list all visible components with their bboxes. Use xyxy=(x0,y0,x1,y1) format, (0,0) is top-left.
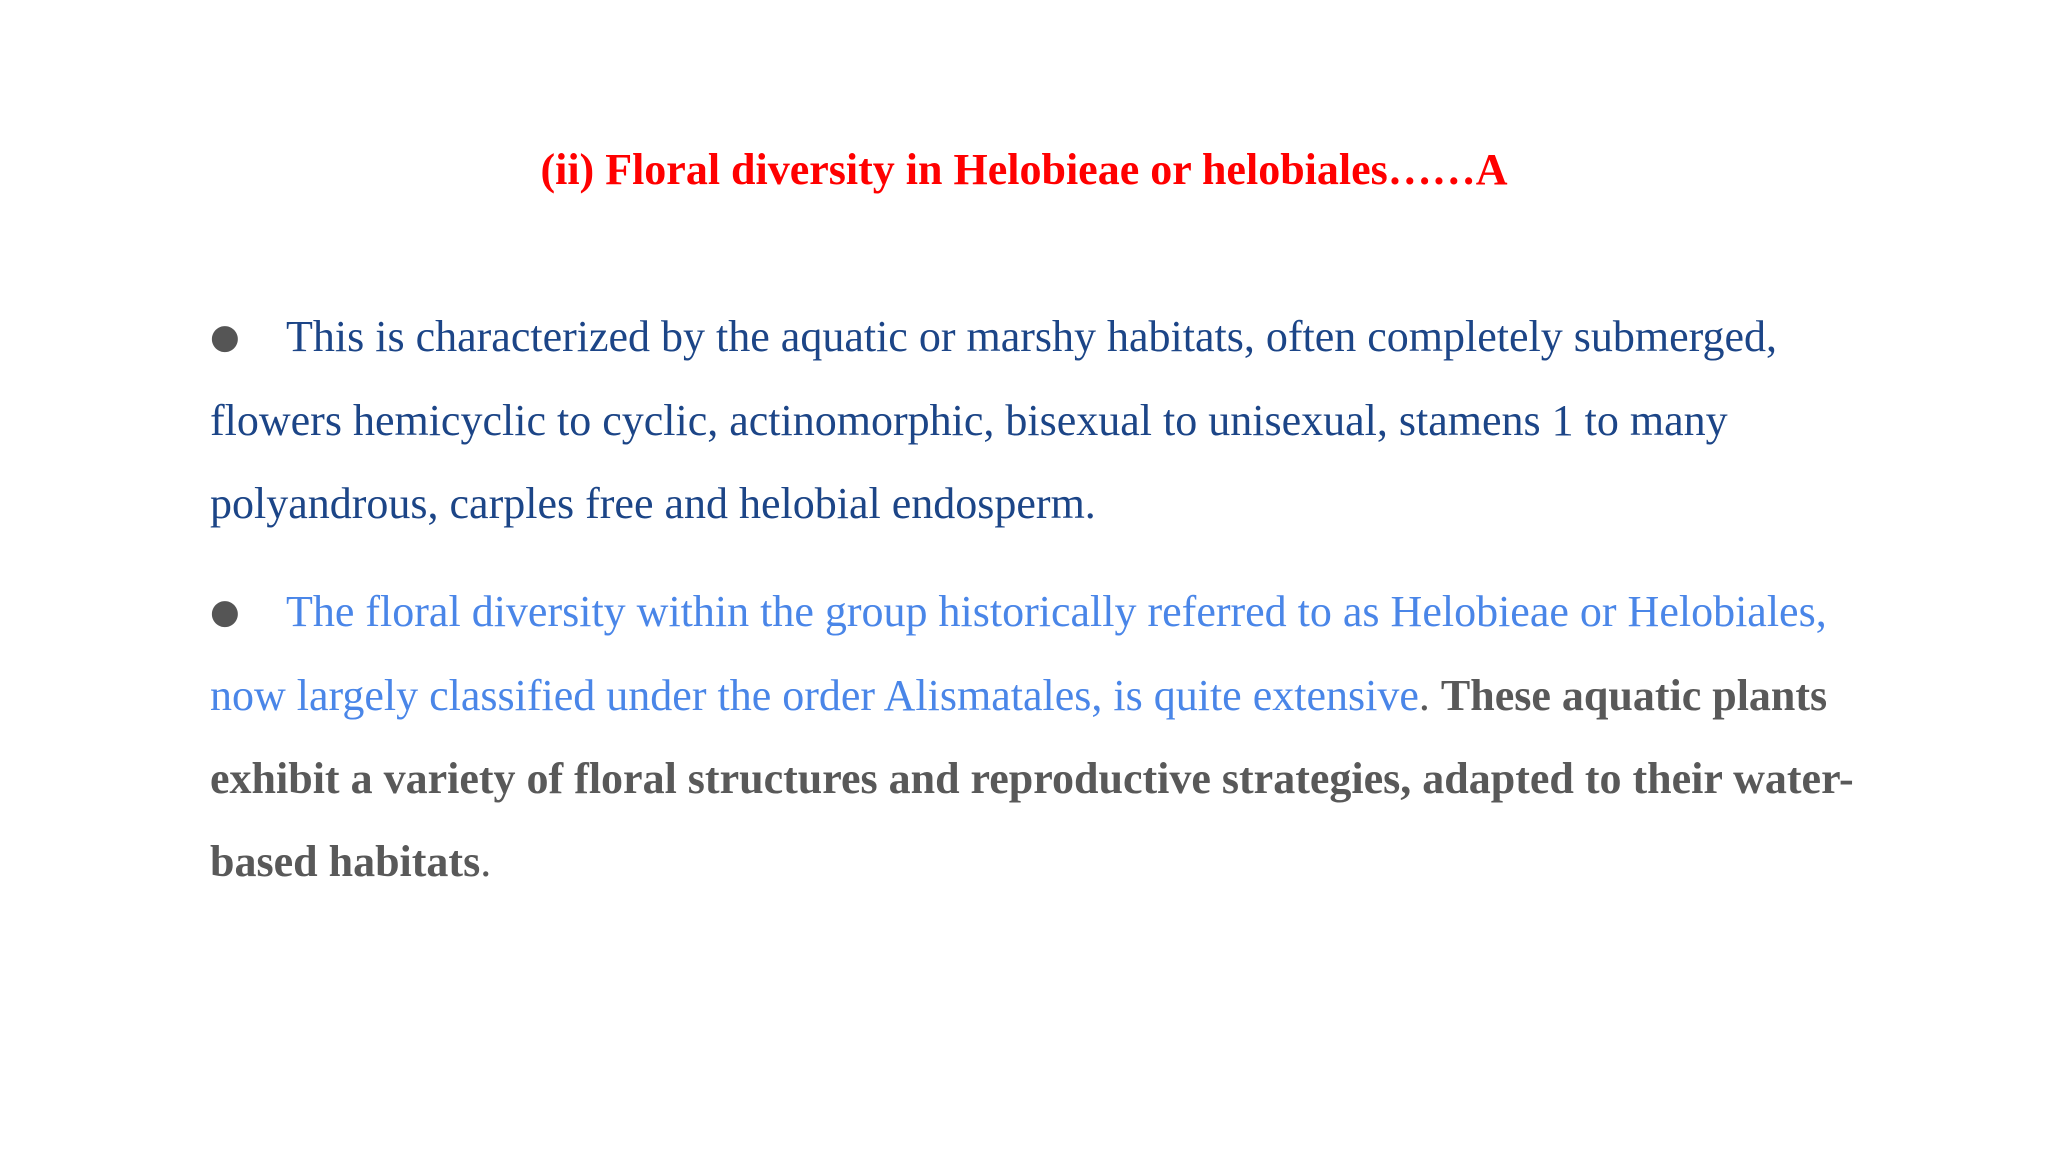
bullet-text-2-bold: These aquatic plants exhibit a variety of floral structures and reproductive strategies, adapted to their water-based habitats xyxy=(210,671,1854,886)
bullet-text-2-end: . xyxy=(480,837,492,886)
bullet-paragraph-2 xyxy=(210,570,1890,903)
bullet-text-2-intro: The floral diversity within the group historically referred to as Helobieae or Helobiales, now largely classified under the order Alismatales, is quite extensive xyxy=(210,587,1827,720)
slide-content xyxy=(210,295,1890,903)
bullet-paragraph-1 xyxy=(210,295,1890,545)
bullet-text-2-separator: . xyxy=(1418,671,1441,720)
bullet-text-1: This is characterized by the aquatic or marshy habitats, often completely submerged, flowers hemicyclic to cyclic, actinomorphic, bisexual to unisexual, stamens 1 to many polyandrous, carples free and helobial endosperm. xyxy=(210,312,1778,528)
bullet-marker-2: ● xyxy=(210,592,240,632)
bullet-marker-1: ● xyxy=(210,317,240,357)
slide-title: (ii) Floral diversity in Helobieae or helobiales……A xyxy=(540,145,1508,194)
